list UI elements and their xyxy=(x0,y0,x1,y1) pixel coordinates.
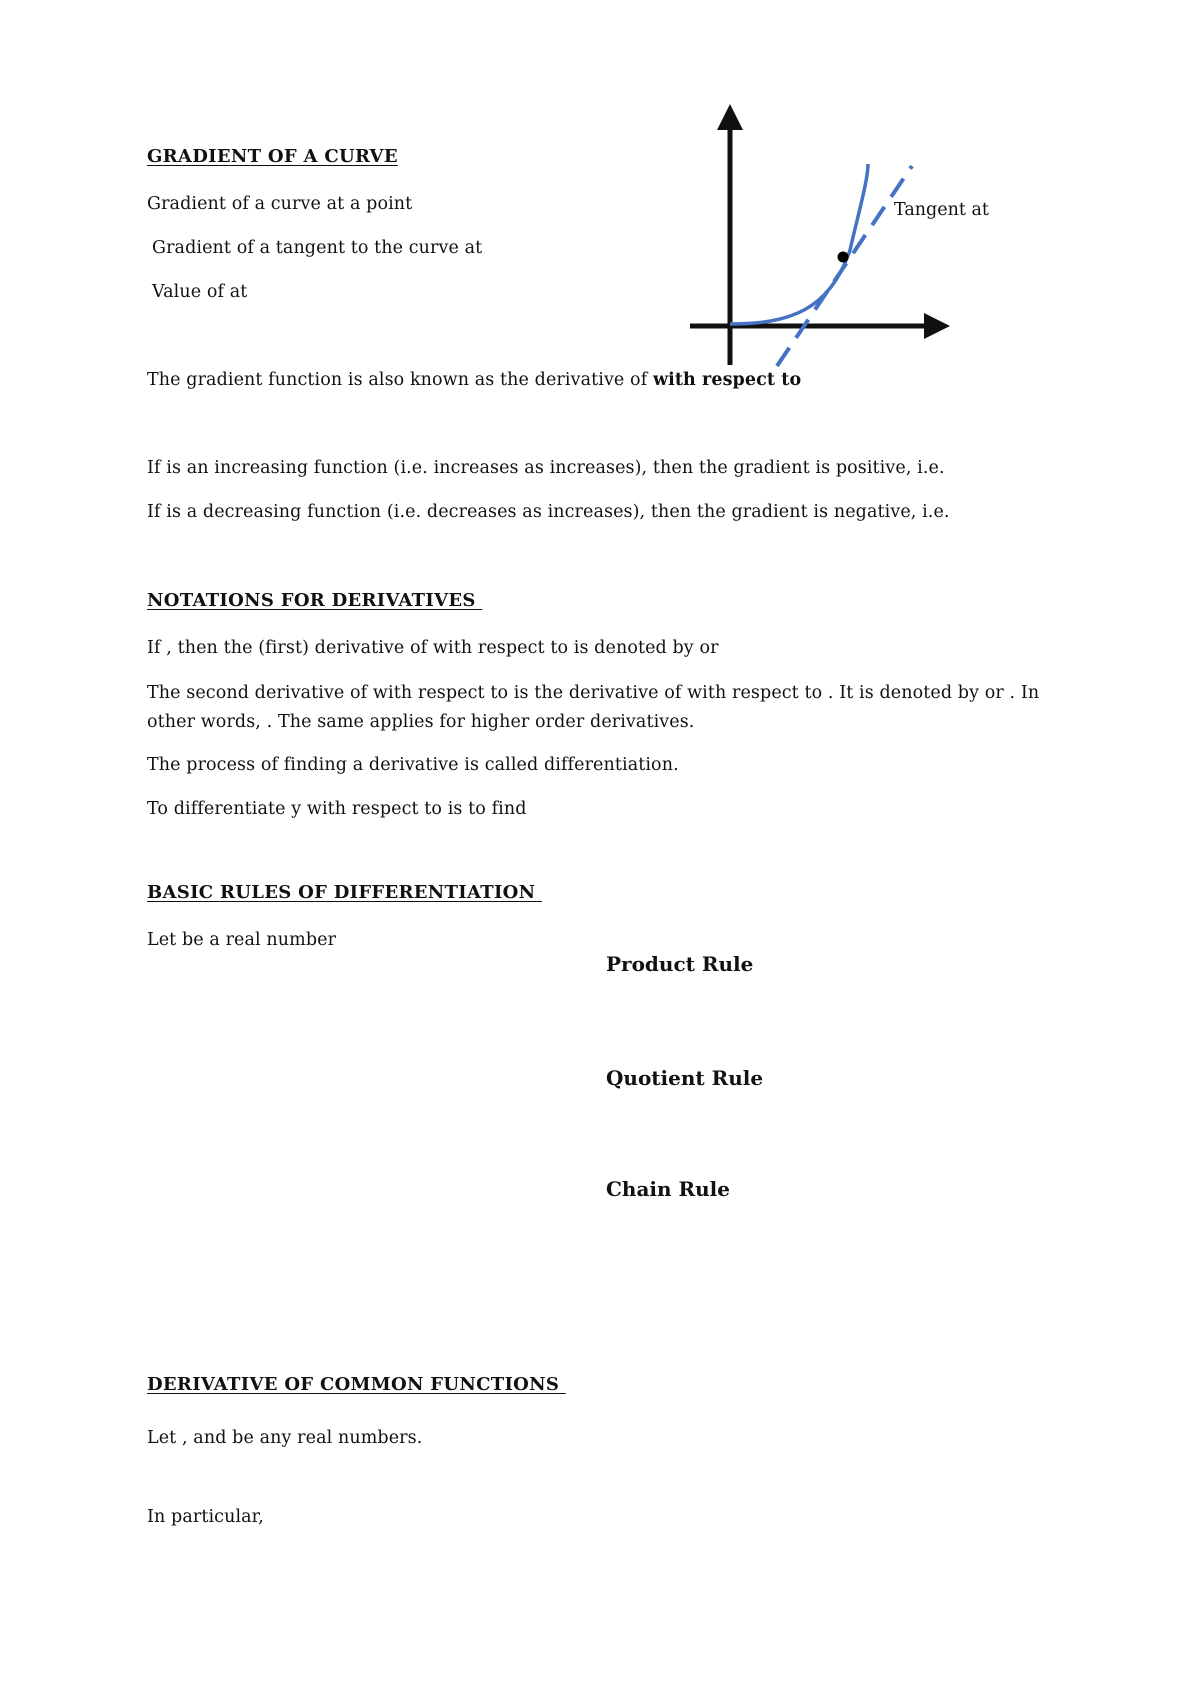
notations-line-3: The process of finding a derivative is called differentiation. xyxy=(147,755,679,775)
basic-rules-line-1: Let be a real number xyxy=(147,930,337,950)
increasing-function-line: If is an increasing function (i.e. increases as increases), then the gradient is positive, i.e. xyxy=(147,458,945,478)
notations-line-4: To differentiate y with respect to is to find xyxy=(147,799,527,819)
tangent-line xyxy=(777,166,912,366)
heading-gradient-of-a-curve: GRADIENT OF A CURVE xyxy=(147,146,398,167)
chain-rule-label: Chain Rule xyxy=(606,1177,731,1201)
gradient-line-1: Gradient of a curve at a point xyxy=(147,194,413,214)
gradient-function-text: The gradient function is also known as the derivative of xyxy=(147,370,648,390)
decreasing-function-line: If is a decreasing function (i.e. decreases as increases), then the gradient is negative, i.e. xyxy=(147,502,950,522)
common-functions-line-1: Let , and be any real numbers. xyxy=(147,1428,423,1448)
y-axis-arrow-icon xyxy=(717,104,743,130)
heading-derivative-of-common-functions: DERIVATIVE OF COMMON FUNCTIONS xyxy=(147,1374,566,1395)
heading-basic-rules-of-differentiation: BASIC RULES OF DIFFERENTIATION xyxy=(147,882,542,903)
quotient-rule-label: Quotient Rule xyxy=(606,1066,764,1090)
gradient-line-3: Value of at xyxy=(152,282,248,302)
notations-line-1: If , then the (first) derivative of with respect to is denoted by or xyxy=(147,638,719,658)
curve xyxy=(730,164,868,324)
gradient-function-bold: with respect to xyxy=(652,370,802,390)
x-axis-arrow-icon xyxy=(924,313,950,339)
common-functions-line-2: In particular, xyxy=(147,1507,264,1527)
heading-notations-for-derivatives: NOTATIONS FOR DERIVATIVES xyxy=(147,590,483,611)
tangent-point xyxy=(838,252,849,263)
tangent-label: Tangent at xyxy=(894,200,989,220)
product-rule-label: Product Rule xyxy=(606,952,754,976)
gradient-line-2: Gradient of a tangent to the curve at xyxy=(152,238,483,258)
notations-line-2: The second derivative of with respect to is the derivative of with respect to . It is denoted by or . In other words, . The same applies for higher order derivatives. xyxy=(147,683,1040,732)
tangent-curve-diagram xyxy=(680,100,1000,375)
